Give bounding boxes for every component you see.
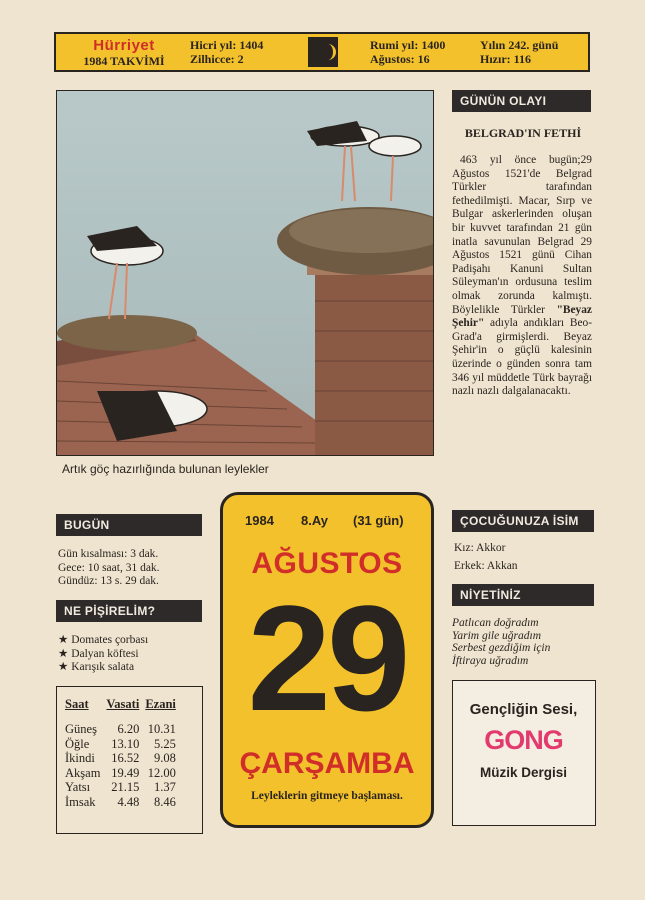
table-row xyxy=(65,780,182,795)
calendar-month-number: 8.Ay xyxy=(301,513,328,528)
niyet-line: Yarim gile uğradım xyxy=(452,629,542,642)
menu-item: ★ Domates çorbası xyxy=(58,634,148,648)
event-label: GÜNÜN OLAYI xyxy=(452,90,591,112)
niyet-verse xyxy=(452,617,550,667)
brand-subtitle: 1984 TAKVİMİ xyxy=(83,54,165,68)
niyet-line: Serbest gezdiğim için xyxy=(452,642,551,654)
prayer-ezani: 12.00 xyxy=(147,765,176,780)
gong-advertisement xyxy=(452,680,596,826)
menu-list xyxy=(58,634,148,675)
hizir-day: Hızır: 116 xyxy=(480,52,531,66)
table-row xyxy=(65,766,182,781)
prayer-name: Akşam xyxy=(65,765,101,780)
prayer-vasati: 6.20 xyxy=(117,722,140,736)
table-row xyxy=(65,722,182,737)
event-text-1: 463 yıl önce bugün;29 Ağustos 1521'de Belgrad Türkler tarafından fethedilmişti. Macar, Sırp ve Bulgar askerlerinden oluşan bir kuvvet tarafından 21 gün inatla savunulan Belgrad 29 Ağustos 1521 günü Cihan Padişahı Kanuni Sultan Süleyman'ın ordusuna teslim olmak zorunda kalmıştı. Böylelikle Türkler xyxy=(452,154,592,316)
prayer-times-table xyxy=(56,686,203,834)
niyet-line: İftiraya uğradım xyxy=(452,654,529,667)
prayer-name: Öğle xyxy=(65,736,90,751)
event-title: BELGRAD'IN FETHİ xyxy=(464,126,582,140)
prayer-vasati: 16.52 xyxy=(111,751,140,765)
prayer-name: İkindi xyxy=(65,751,95,765)
prayer-name: İmsak xyxy=(65,794,96,809)
calendar-day-count: (31 gün) xyxy=(353,513,404,528)
crescent-moon-icon xyxy=(308,37,338,67)
calendar-note: Leyleklerin gitmeye başlaması. xyxy=(251,790,403,802)
prayer-vasati: 13.10 xyxy=(111,736,140,751)
prayer-ezani: 5.25 xyxy=(154,736,176,751)
header-bar xyxy=(54,32,590,72)
rumi-month: Ağustos: 16 xyxy=(370,52,430,66)
menu-item: ★ Karışık salata xyxy=(58,661,148,675)
girl-name: Kız: Akkor xyxy=(454,542,506,554)
calendar-day-number: 29 xyxy=(247,574,407,742)
prayer-ezani: 8.46 xyxy=(154,794,176,809)
col-header-ezani: Ezani xyxy=(145,697,176,711)
prayer-vasati: 21.15 xyxy=(111,780,140,794)
menu-item: ★ Dalyan köftesi xyxy=(58,648,148,662)
ad-title: Gençliğin Sesi, xyxy=(469,701,578,718)
photo-caption: Artık göç hazırlığında bulunan leylekler xyxy=(62,462,269,476)
calendar-month: AĞUSTOS xyxy=(251,547,403,580)
col-header-vasati: Vasati xyxy=(106,697,140,711)
ad-subtitle: Müzik Dergisi xyxy=(479,765,568,780)
gong-logo: GONG xyxy=(484,725,563,755)
today-info xyxy=(58,548,160,589)
niyet-label: NİYETİNİZ xyxy=(452,584,594,606)
table-row xyxy=(65,737,182,752)
event-text-2: adıyla andıkları Beo-Grad'a girmişlerdi. Beyaz Şehir'in o güçlü kalesinin üzerinde o günden sonra tam 346 yıl müddetle Türk bayrağı nazlı nazlı dalgalanacaktı. xyxy=(452,317,592,398)
prayer-ezani: 9.08 xyxy=(154,751,176,765)
prayer-name: Güneş xyxy=(65,722,97,736)
day-shortening: Gün kısalması: 3 dak. xyxy=(58,548,159,560)
event-text-bold: "Beyaz Şehir" xyxy=(452,303,592,330)
prayer-vasati: 19.49 xyxy=(111,765,140,780)
night-length: Gece: 10 saat, 31 dak. xyxy=(58,561,160,574)
day-of-year: Yılın 242. günü xyxy=(480,38,559,52)
day-length: Gündüz: 13 s. 29 dak. xyxy=(58,575,159,587)
prayer-ezani: 1.37 xyxy=(154,780,176,794)
prayer-ezani: 10.31 xyxy=(147,722,176,736)
prayer-name: Yatsı xyxy=(65,780,91,794)
stork-photo xyxy=(56,90,434,456)
calendar-card xyxy=(220,492,434,828)
table-row xyxy=(65,795,182,810)
col-header-saat: Saat xyxy=(65,697,89,711)
zilhicce: Zilhicce: 2 xyxy=(190,52,244,66)
menu-label: NE PİŞİRELİM? xyxy=(56,600,202,622)
rumi-year: Rumi yıl: 1400 xyxy=(370,38,446,52)
names-label: ÇOCUĞUNUZA İSİM xyxy=(452,510,594,532)
table-row xyxy=(65,751,182,766)
boy-name: Erkek: Akkan xyxy=(454,560,518,572)
brand-logo: Hürriyet xyxy=(93,37,155,54)
niyet-line: Patlıcan doğradım xyxy=(452,617,539,629)
prayer-vasati: 4.48 xyxy=(117,794,140,809)
calendar-weekday: ÇARŞAMBA xyxy=(239,747,415,780)
calendar-year: 1984 xyxy=(245,513,274,528)
today-label: BUGÜN xyxy=(56,514,202,536)
hicri-year: Hicri yıl: 1404 xyxy=(190,38,264,52)
event-body xyxy=(452,154,592,399)
